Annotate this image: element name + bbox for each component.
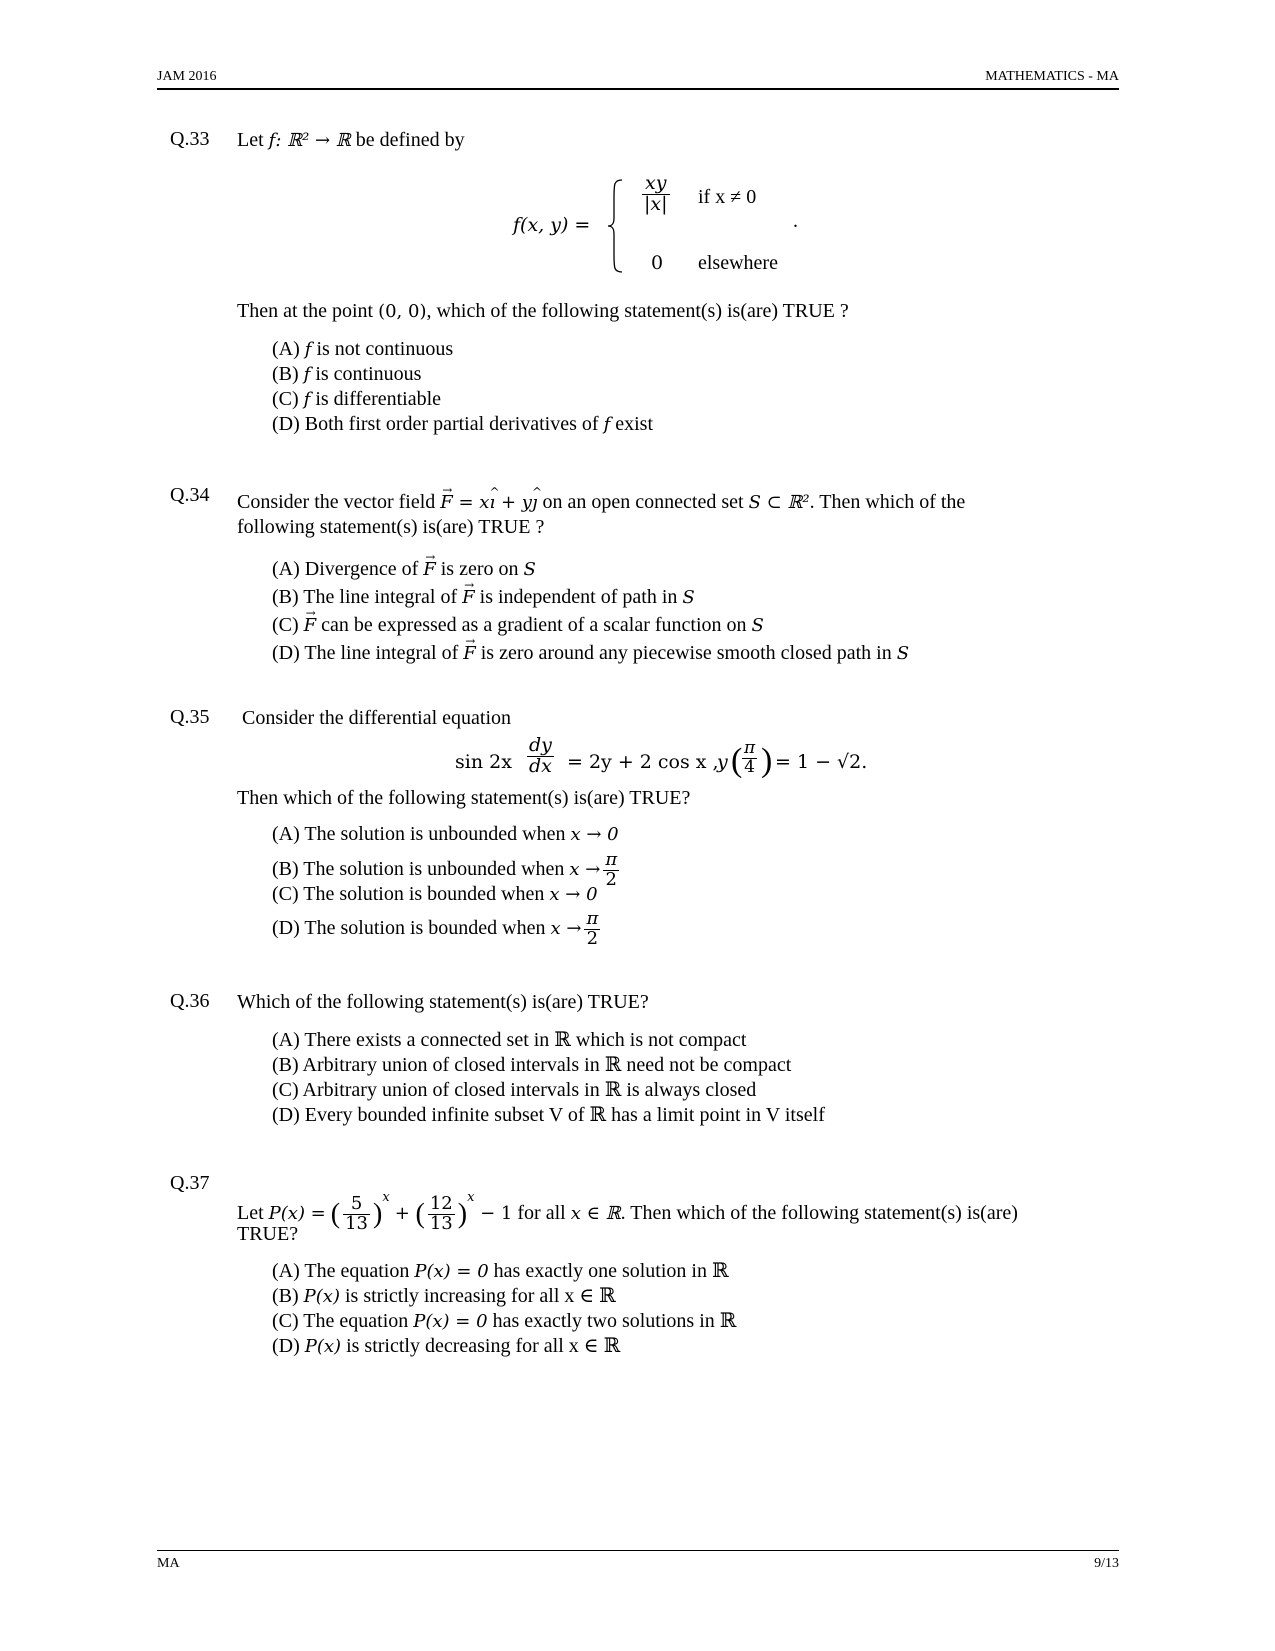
q37-question-line1: Let P(x) = ( $\frac{5}{13}$ )$^x$ + ( $\frac{12}{13}$ )$^x$ − 1 for all x ∈ ℝ. Then which of the following statement(s) is(are) (237, 1190, 1018, 1234)
q35-option-a: (A) The solution is unbounded when x → 0 (272, 823, 619, 845)
q35-ic-rhs: = 1 − √2. (775, 751, 868, 773)
q33-case1-den: |x| (644, 192, 668, 215)
footer-rule (157, 1550, 1119, 1551)
q37-option-b: (B) P(x) is strictly increasing for all x ∈ ℝ (272, 1285, 616, 1307)
q33-case1-num: xy (642, 174, 670, 195)
left-brace-icon (606, 178, 624, 274)
q35-options (272, 822, 622, 949)
q33-question-post: , which of the following statement(s) is(are) TRUE ? (426, 300, 849, 322)
q34-option-a: (A) Divergence of → F is zero on S (272, 557, 909, 585)
q33-piecewise-definition (513, 174, 813, 278)
q35-ic-paren-left: ( (731, 742, 743, 779)
q35-ic-paren-right: ) (761, 742, 773, 779)
q37-option-d: (D) P(x) is strictly decreasing for all x ∈ ℝ (272, 1335, 621, 1357)
q35-option-d: (D) The solution is bounded when x → $\frac{\pi}{2}$ (272, 908, 599, 949)
q36-option-b: (B) Arbitrary union of closed intervals in ℝ need not be compact (272, 1054, 792, 1076)
q36-question: Which of the following statement(s) is(are) TRUE? (237, 991, 649, 1013)
q35-eq-lhs: sin 2x (455, 751, 512, 773)
q33-option-d: (D) Both first order partial derivatives of f exist (272, 413, 654, 435)
q33-end-dot: . (793, 210, 798, 232)
q37-option-a: (A) The equation P(x) = 0 has exactly one solution in ℝ (272, 1260, 729, 1282)
q34-option-c: (C) → F can be expressed as a gradient of a scalar function on S (272, 613, 909, 641)
header-exam-title: JAM 2016 (157, 69, 217, 84)
q33-intro-post: be defined by (350, 129, 465, 151)
header-rule (157, 88, 1119, 90)
q36-option-d: (D) Every bounded infinite subset V of ℝ has a limit point in V itself (272, 1104, 825, 1126)
q33-question-pre: Then at the point (237, 300, 379, 322)
q36-options (272, 1028, 825, 1128)
q34-question-line1: Consider the vector field → F = x^ ı + y^ ȷ on an open connected set S ⊂ ℝ². Then which of the (237, 490, 965, 515)
q35-differential-equation (455, 736, 875, 792)
q33-case1-cond: if x ≠ 0 (698, 186, 757, 208)
q35-intro: Consider the differential equation (242, 707, 511, 729)
q33-intro-map: f: ℝ² → ℝ (268, 130, 351, 151)
q37-options (272, 1259, 736, 1359)
q33-intro (237, 128, 465, 153)
q37-question-line2: TRUE? (237, 1223, 299, 1245)
q35-eq-rhs: = 2y + 2 cos x , (567, 751, 719, 773)
q34-option-d: (D) The line integral of → F is zero around any piecewise smooth closed path in S (272, 641, 909, 669)
footer-subject-code: MA (157, 1556, 180, 1571)
q33-question (237, 299, 849, 324)
q33-case1-fraction (642, 174, 670, 215)
q37-option-c: (C) The equation P(x) = 0 has exactly two solutions in ℝ (272, 1310, 737, 1332)
q33-option-a: (A) f is not continuous (272, 338, 454, 360)
q35-dydx: $\frac{dy}{dx}$ (529, 734, 552, 777)
q35-option-b: (B) The solution is unbounded when x → $\frac{\pi}{2}$ (272, 849, 618, 890)
footer-page-number: 9/13 (1094, 1556, 1119, 1571)
q33-intro-pre: Let (237, 129, 269, 151)
q33-number: Q.33 (170, 128, 210, 150)
q36-option-a: (A) There exists a connected set in ℝ which is not compact (272, 1029, 747, 1051)
q33-case2-value: 0 (651, 252, 664, 274)
q33-option-b: (B) f is continuous (272, 363, 422, 385)
q33-question-point: (0, 0) (378, 301, 427, 322)
q35-ic-fraction: $\frac{\pi}{4}$ (744, 738, 756, 777)
q35-question: Then which of the following statement(s) is(are) TRUE? (237, 787, 691, 809)
q37-number: Q.37 (170, 1172, 210, 1194)
q34-options (272, 557, 909, 669)
q34-question-line2: following statement(s) is(are) TRUE ? (237, 516, 545, 538)
q35-option-c: (C) The solution is bounded when x → 0 (272, 883, 598, 905)
q34-number: Q.34 (170, 484, 210, 506)
q33-lhs: f(x, y) = (513, 214, 591, 236)
q35-ic-y: y (717, 751, 728, 773)
q33-option-c: (C) f is differentiable (272, 388, 442, 410)
q34-option-b: (B) The line integral of → F is independent of path in S (272, 585, 909, 613)
q36-option-c: (C) Arbitrary union of closed intervals in ℝ is always closed (272, 1079, 757, 1101)
vector-field-F: → F (440, 490, 453, 515)
q33-case2-cond: elsewhere (698, 252, 778, 274)
q33-options (272, 337, 653, 437)
q35-number: Q.35 (170, 706, 210, 728)
q36-number: Q.36 (170, 990, 210, 1012)
header-subject: MATHEMATICS - MA (985, 69, 1119, 84)
